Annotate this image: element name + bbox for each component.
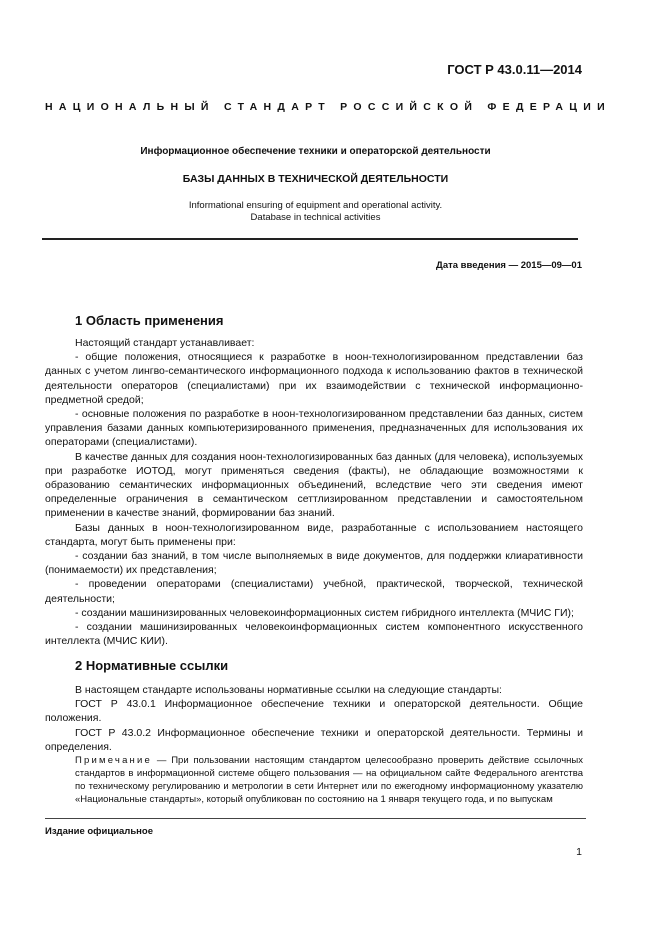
note-text: — При пользовании настоящим стандартом целесообразно проверить действие ссылочных стандартов в информационной системе общего пользования — на официальном сайте Федерального агентства по техническому регулированию и метрологии в сети Интернет или по ежегодному информационному указателю «Национальные стандарты», который опубликован по состоянию на 1 января текущего года, и по выпускам [75,755,583,805]
english-title-line-1: Informational ensuring of equipment and operational activity. [188,200,443,211]
document-title: БАЗЫ ДАННЫХ В ТЕХНИЧЕСКОЙ ДЕЯТЕЛЬНОСТИ [182,173,449,185]
section-1-paragraph: - основные положения по разработке в ноон-технологизированном представлении баз данных, систем управления базами данных компьютеризированного применения, предназначенных для использования их операторами (специалистами). [45,408,583,449]
section-2-heading: 2 Нормативные ссылки [75,658,229,673]
section-2-paragraph: В настоящем стандарте использованы нормативные ссылки на следующие стандарты: [75,684,502,696]
section-1-paragraph: Базы данных в ноон-технологизированном виде, разработанные с использованием настоящего стандарта, могут быть применены при: [45,521,583,548]
section-1-body [45,336,583,648]
section-1-paragraph: - общие положения, относящиеся к разработке в ноон-технологизированном представлении баз данных с учетом лингво-семантического информационного подхода к использованию фактов в технической деятельности операторов (специалистами) при их взаимодействии с технической информационно-предметной средой; [45,351,583,406]
introduction-date: Дата введения — 2015—09—01 [436,260,582,271]
section-1-paragraph: - проведении операторами (специалистами) учебной, практической, творческой, технической деятельности; [45,578,583,605]
note-label: Примечание [75,755,152,766]
standard-subject: Информационное обеспечение техники и операторской деятельности [140,146,491,157]
section-1-heading: 1 Область применения [75,313,224,328]
document-number: ГОСТ Р 43.0.11—2014 [447,62,582,77]
section-1-paragraph: В качестве данных для создания ноон-технологизированных баз данных (для человека), используемых при разработке ИОТОД, могут применяться сведения (факты), не обладающие возможностями к образованию семантических информационных объединений, вследствие чего эти сведения имеют определенные ограничения в семантическом сеттлизированном представлении и самостоятельном применении в качестве знаний, формировании баз знаний. [45,450,583,520]
section-1-paragraph: - создании машинизированных человекоинформационных систем гибридного интеллекта (МЧИС ГИ); [75,606,574,619]
title-divider [42,238,578,240]
section-2-paragraph: ГОСТ Р 43.0.2 Информационное обеспечение техники и операторской деятельности. Термины и определения. [45,726,583,753]
english-title-line-2: Database in technical activities [250,212,381,223]
official-edition-label: Издание официальное [45,826,153,837]
footer-divider [45,818,586,819]
national-standard-heading: НАЦИОНАЛЬНЫЙ СТАНДАРТ РОССИЙСКОЙ ФЕДЕРАЦИИ [45,101,611,113]
reference-note [75,754,583,806]
section-2-body [45,683,583,754]
section-2-paragraph: ГОСТ Р 43.0.1 Информационное обеспечение техники и операторской деятельности. Общие положения. [45,698,583,725]
page-number: 1 [576,846,582,858]
section-1-paragraph: Настоящий стандарт устанавливает: [75,337,255,349]
section-1-paragraph: - создании машинизированных человекоинформационных систем компонентного искусственного интеллекта (МЧИС КИИ). [45,621,583,648]
section-1-paragraph: - создании баз знаний, в том числе выполняемых в виде документов, для поддержки клиаративности (понимаемости) их представления; [45,550,583,577]
